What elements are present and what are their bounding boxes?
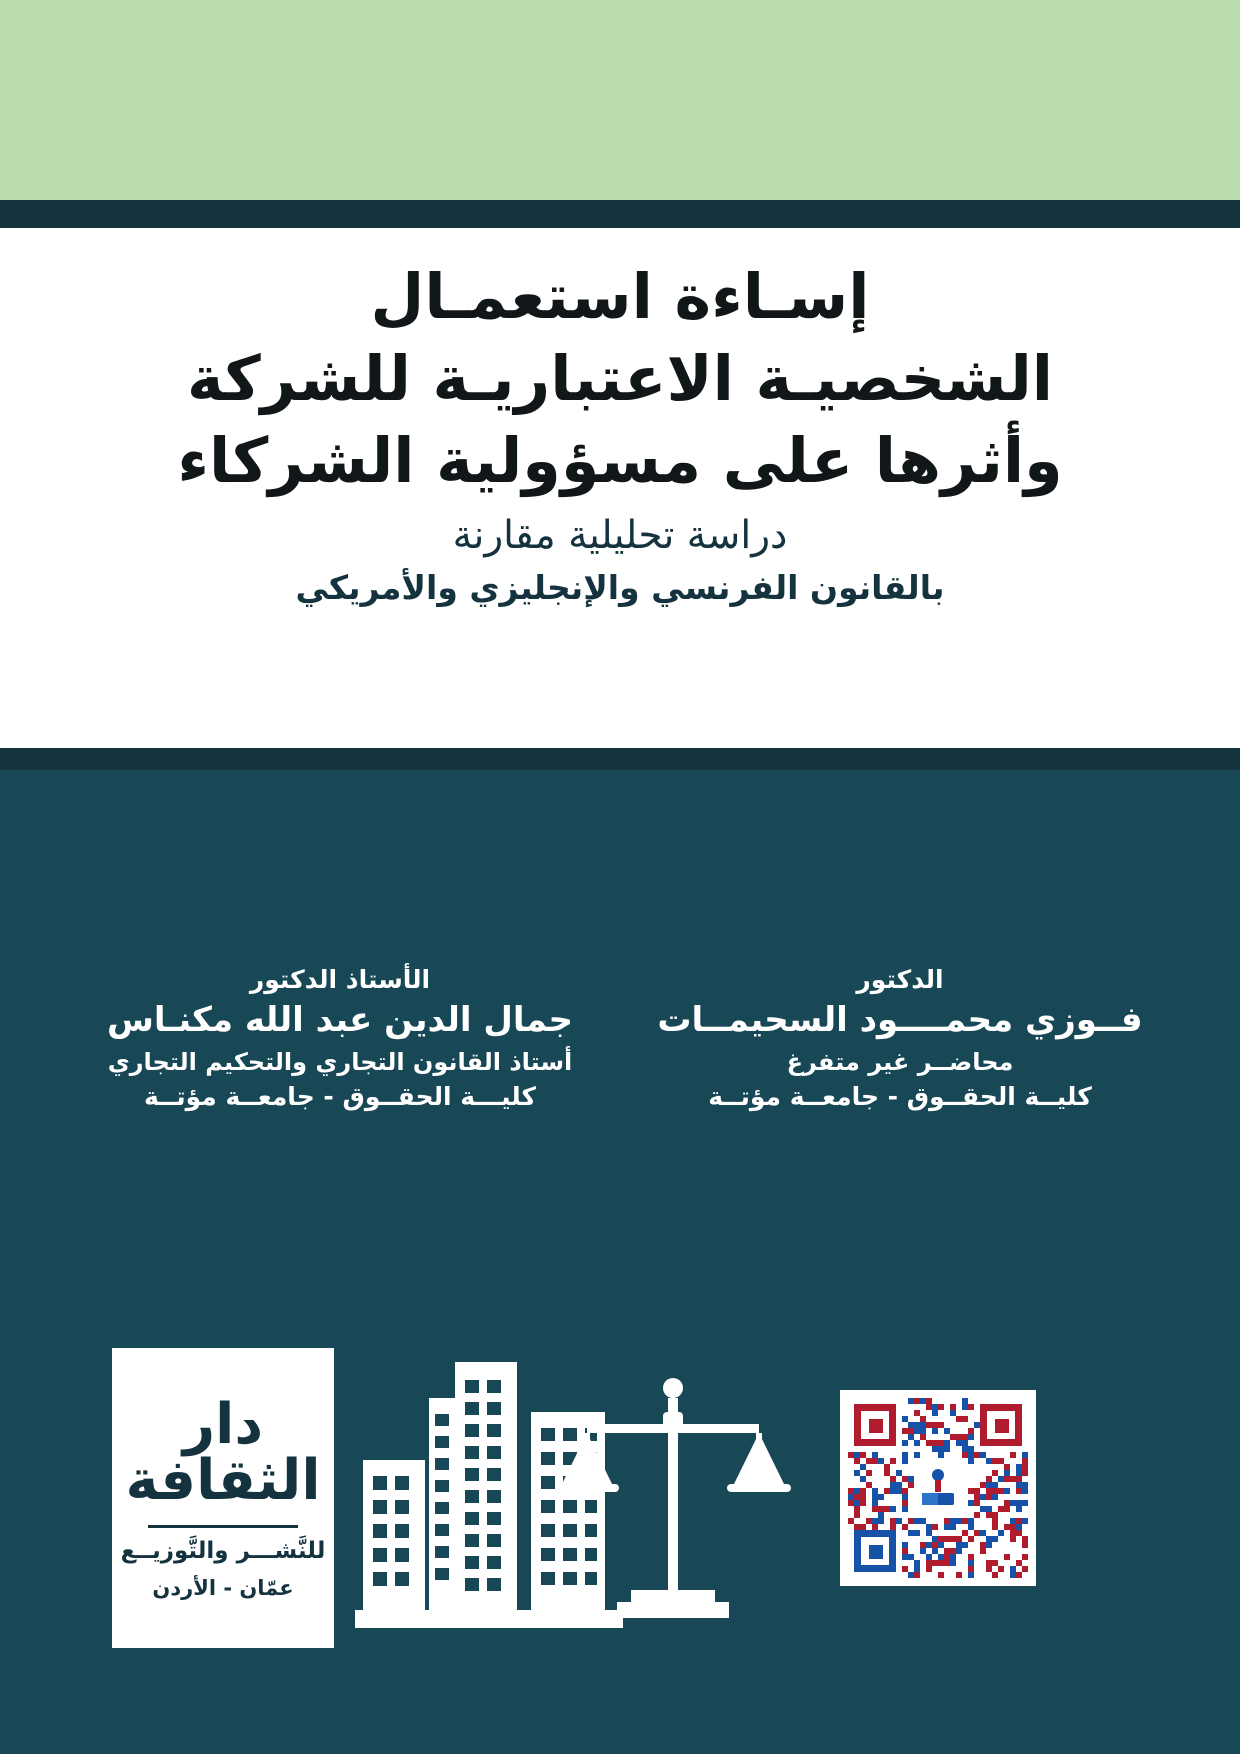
dark-panel [0, 770, 1240, 1754]
author-role: أستاذ القانون التجاري والتحكيم التجاري [107, 1048, 573, 1076]
city-buildings-icon [355, 1340, 815, 1640]
title-area [0, 228, 1240, 748]
publisher-logo [112, 1348, 334, 1648]
subtitle-secondary: بالقانون الفرنسي والإنجليزي والأمريكي [295, 568, 945, 608]
page-title [0, 228, 1240, 501]
author-name: جمال الدين عبد الله مكنـاس [106, 1000, 573, 1040]
bottom-dark-rule [0, 748, 1240, 770]
publisher-city: عمّان - الأردن [152, 1575, 294, 1600]
cover-artwork [0, 1330, 1240, 1660]
author-rank: الأستاذ الدكتور [249, 965, 431, 994]
authors-block [0, 965, 1240, 1111]
author-affiliation: كليــة الحقــوق - جامعــة مؤتــة [708, 1082, 1092, 1111]
title-line-1: إسـاءة استعمـال [370, 260, 870, 333]
title-line-2: الشخصيـة الاعتباريـة للشركة [186, 341, 1053, 415]
author-affiliation: كليـــة الحقــوق - جامعــة مؤتــة [143, 1082, 537, 1111]
author-name: فــوزي محمــــود السحيمــات [657, 1000, 1143, 1040]
publisher-brand: دار الثقافة [125, 1391, 321, 1513]
title-line-3: وأثرها على مسؤولية الشركاء [177, 423, 1063, 497]
top-green-band [0, 0, 1240, 200]
publisher-tagline: للنَّشـــر والتَّوزيــع [120, 1537, 326, 1564]
author-card [655, 965, 1145, 1111]
subtitle-primary: دراسة تحليلية مقارنة [452, 513, 788, 559]
author-card [95, 965, 585, 1111]
top-dark-rule [0, 200, 1240, 228]
author-rank: الدكتور [856, 965, 944, 994]
qr-code-icon[interactable] [840, 1390, 1036, 1586]
logo-divider [148, 1525, 298, 1528]
qr-center-logo [914, 1460, 962, 1516]
author-role: محاضــر غير متفرغ [786, 1048, 1014, 1076]
